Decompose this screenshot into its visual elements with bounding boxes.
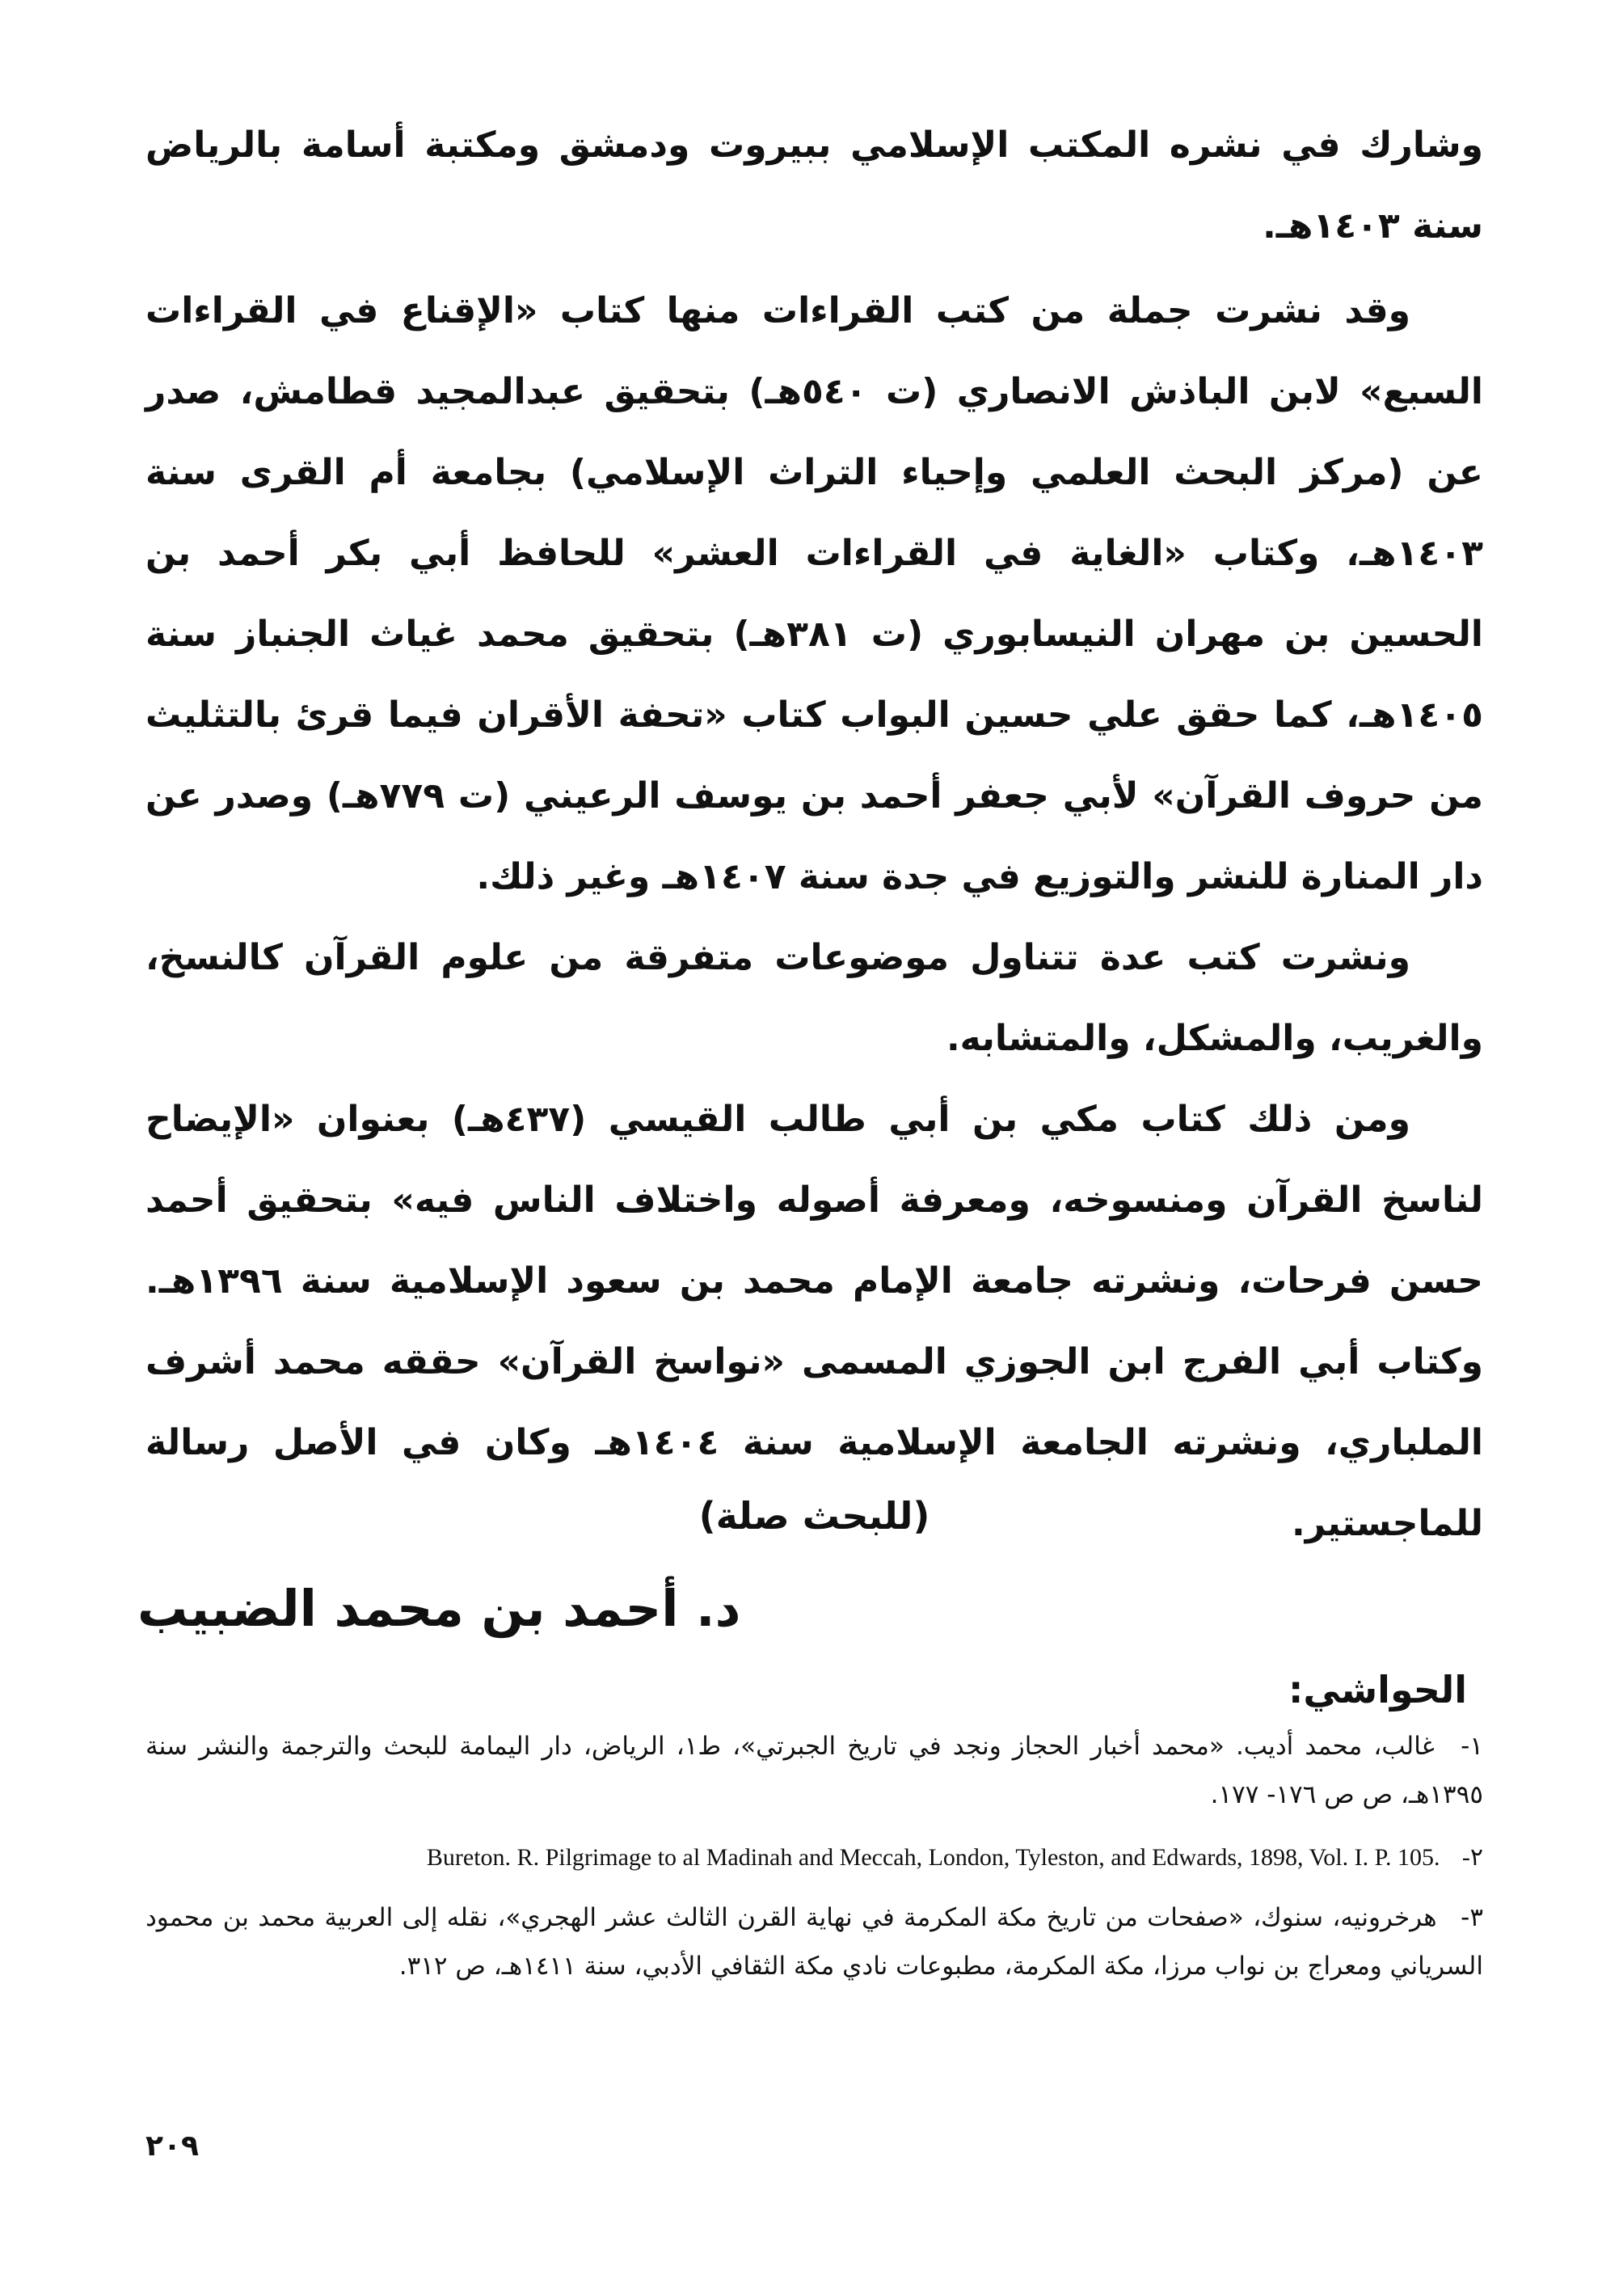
footnote-number: -٢ [1461, 1844, 1483, 1871]
footnote-text: غالب، محمد أديب. «محمد أخبار الحجاز ونجد في تاريخ الجبرتي»، ط١، الرياض، دار اليمامة للبحث والترجمة والنشر سنة ١٣٩٥هـ، ص ص ١٧٦- ١٧٧. [145, 1732, 1483, 1809]
paragraph-quran-sciences: ونشرت كتب عدة تتناول موضوعات متفرقة من علوم القرآن كالنسخ، والغريب، والمشكل، والمتشابه. [145, 937, 1483, 1059]
page-number: ٢٠٩ [145, 2129, 199, 2163]
document-page [137, 0, 1483, 2296]
footnote-3 [145, 1893, 1483, 1990]
paragraph-publishing-note: وشارك في نشره المكتب الإسلامي ببيروت ودمشق ومكتبة أسامة بالرياض سنة ١٤٠٣هـ. [145, 125, 1483, 247]
footnotes-heading: الحواشي: [1288, 1668, 1467, 1711]
paragraph-qiraat-books: وقد نشرت جملة من كتب القراءات منها كتاب «الإقناع في القراءات السبع» لابن الباذش الانصاري (ت ٥٤٠هـ) بتحقيق عبدالمجيد قطامش، صدر عن (مركز البحث العلمي وإحياء التراث الإسلامي) بجامعة أم القرى سنة ١٤٠٣هـ، وكتاب «الغاية في القراءات العشر» للحافظ أبي بكر أحمد بن الحسين بن مهران النيسابوري (ت ٣٨١هـ) بتحقيق محمد غياث الجنباز سنة ١٤٠٥هـ، كما حقق علي حسين البواب كتاب «تحفة الأقران فيما قرئ بالتثليث من حروف القرآن» لأبي جعفر أحمد بن يوسف الرعيني (ت ٧٧٩هـ) وصدر عن دار المنارة للنشر والتوزيع في جدة سنة ١٤٠٧هـ وغير ذلك. [145, 290, 1483, 897]
footnote-number: ٣- [1461, 1903, 1483, 1932]
footnotes-list [145, 1722, 1483, 2005]
author-signature: د. أحمد بن محمد الضبيب [137, 1579, 741, 1638]
footnote-text: Bureton. R. Pilgrimage to al Madinah and Meccah, London, Tyleston, and Edwards, 1898, Vol. I. P. 105. [426, 1844, 1440, 1871]
footnote-2 [145, 1834, 1483, 1882]
footnote-text: هرخرونيه، سنوك، «صفحات من تاريخ مكة المكرمة في نهاية القرن الثالث عشر الهجري»، نقله إلى العربية محمد بن محمود السرياني ومعراج بن نواب مرزا، مكة المكرمة، مطبوعات نادي مكة الثقافي الأدبي، سنة ١٤١١هـ، ص ٣١٢. [145, 1903, 1483, 1981]
paragraph-naskh-books: ومن ذلك كتاب مكي بن أبي طالب القيسي (٤٣٧هـ) بعنوان «الإيضاح لناسخ القرآن ومنسوخه، ومعرفة أصوله واختلاف الناس فيه» بتحقيق أحمد حسن فرحات، ونشرته جامعة الإمام محمد بن سعود الإسلامية سنة ١٣٩٦هـ. وكتاب أبي الفرج ابن الجوزي المسمى «نواسخ القرآن» حققه محمد أشرف الملباري، ونشرته الجامعة الإسلامية سنة ١٤٠٤هـ وكان في الأصل رسالة للماجستير. [145, 1099, 1483, 1544]
footnote-number: ١- [1461, 1732, 1483, 1761]
footnote-1 [145, 1722, 1483, 1819]
to-be-continued-note: (للبحث صلة) [698, 1494, 930, 1538]
